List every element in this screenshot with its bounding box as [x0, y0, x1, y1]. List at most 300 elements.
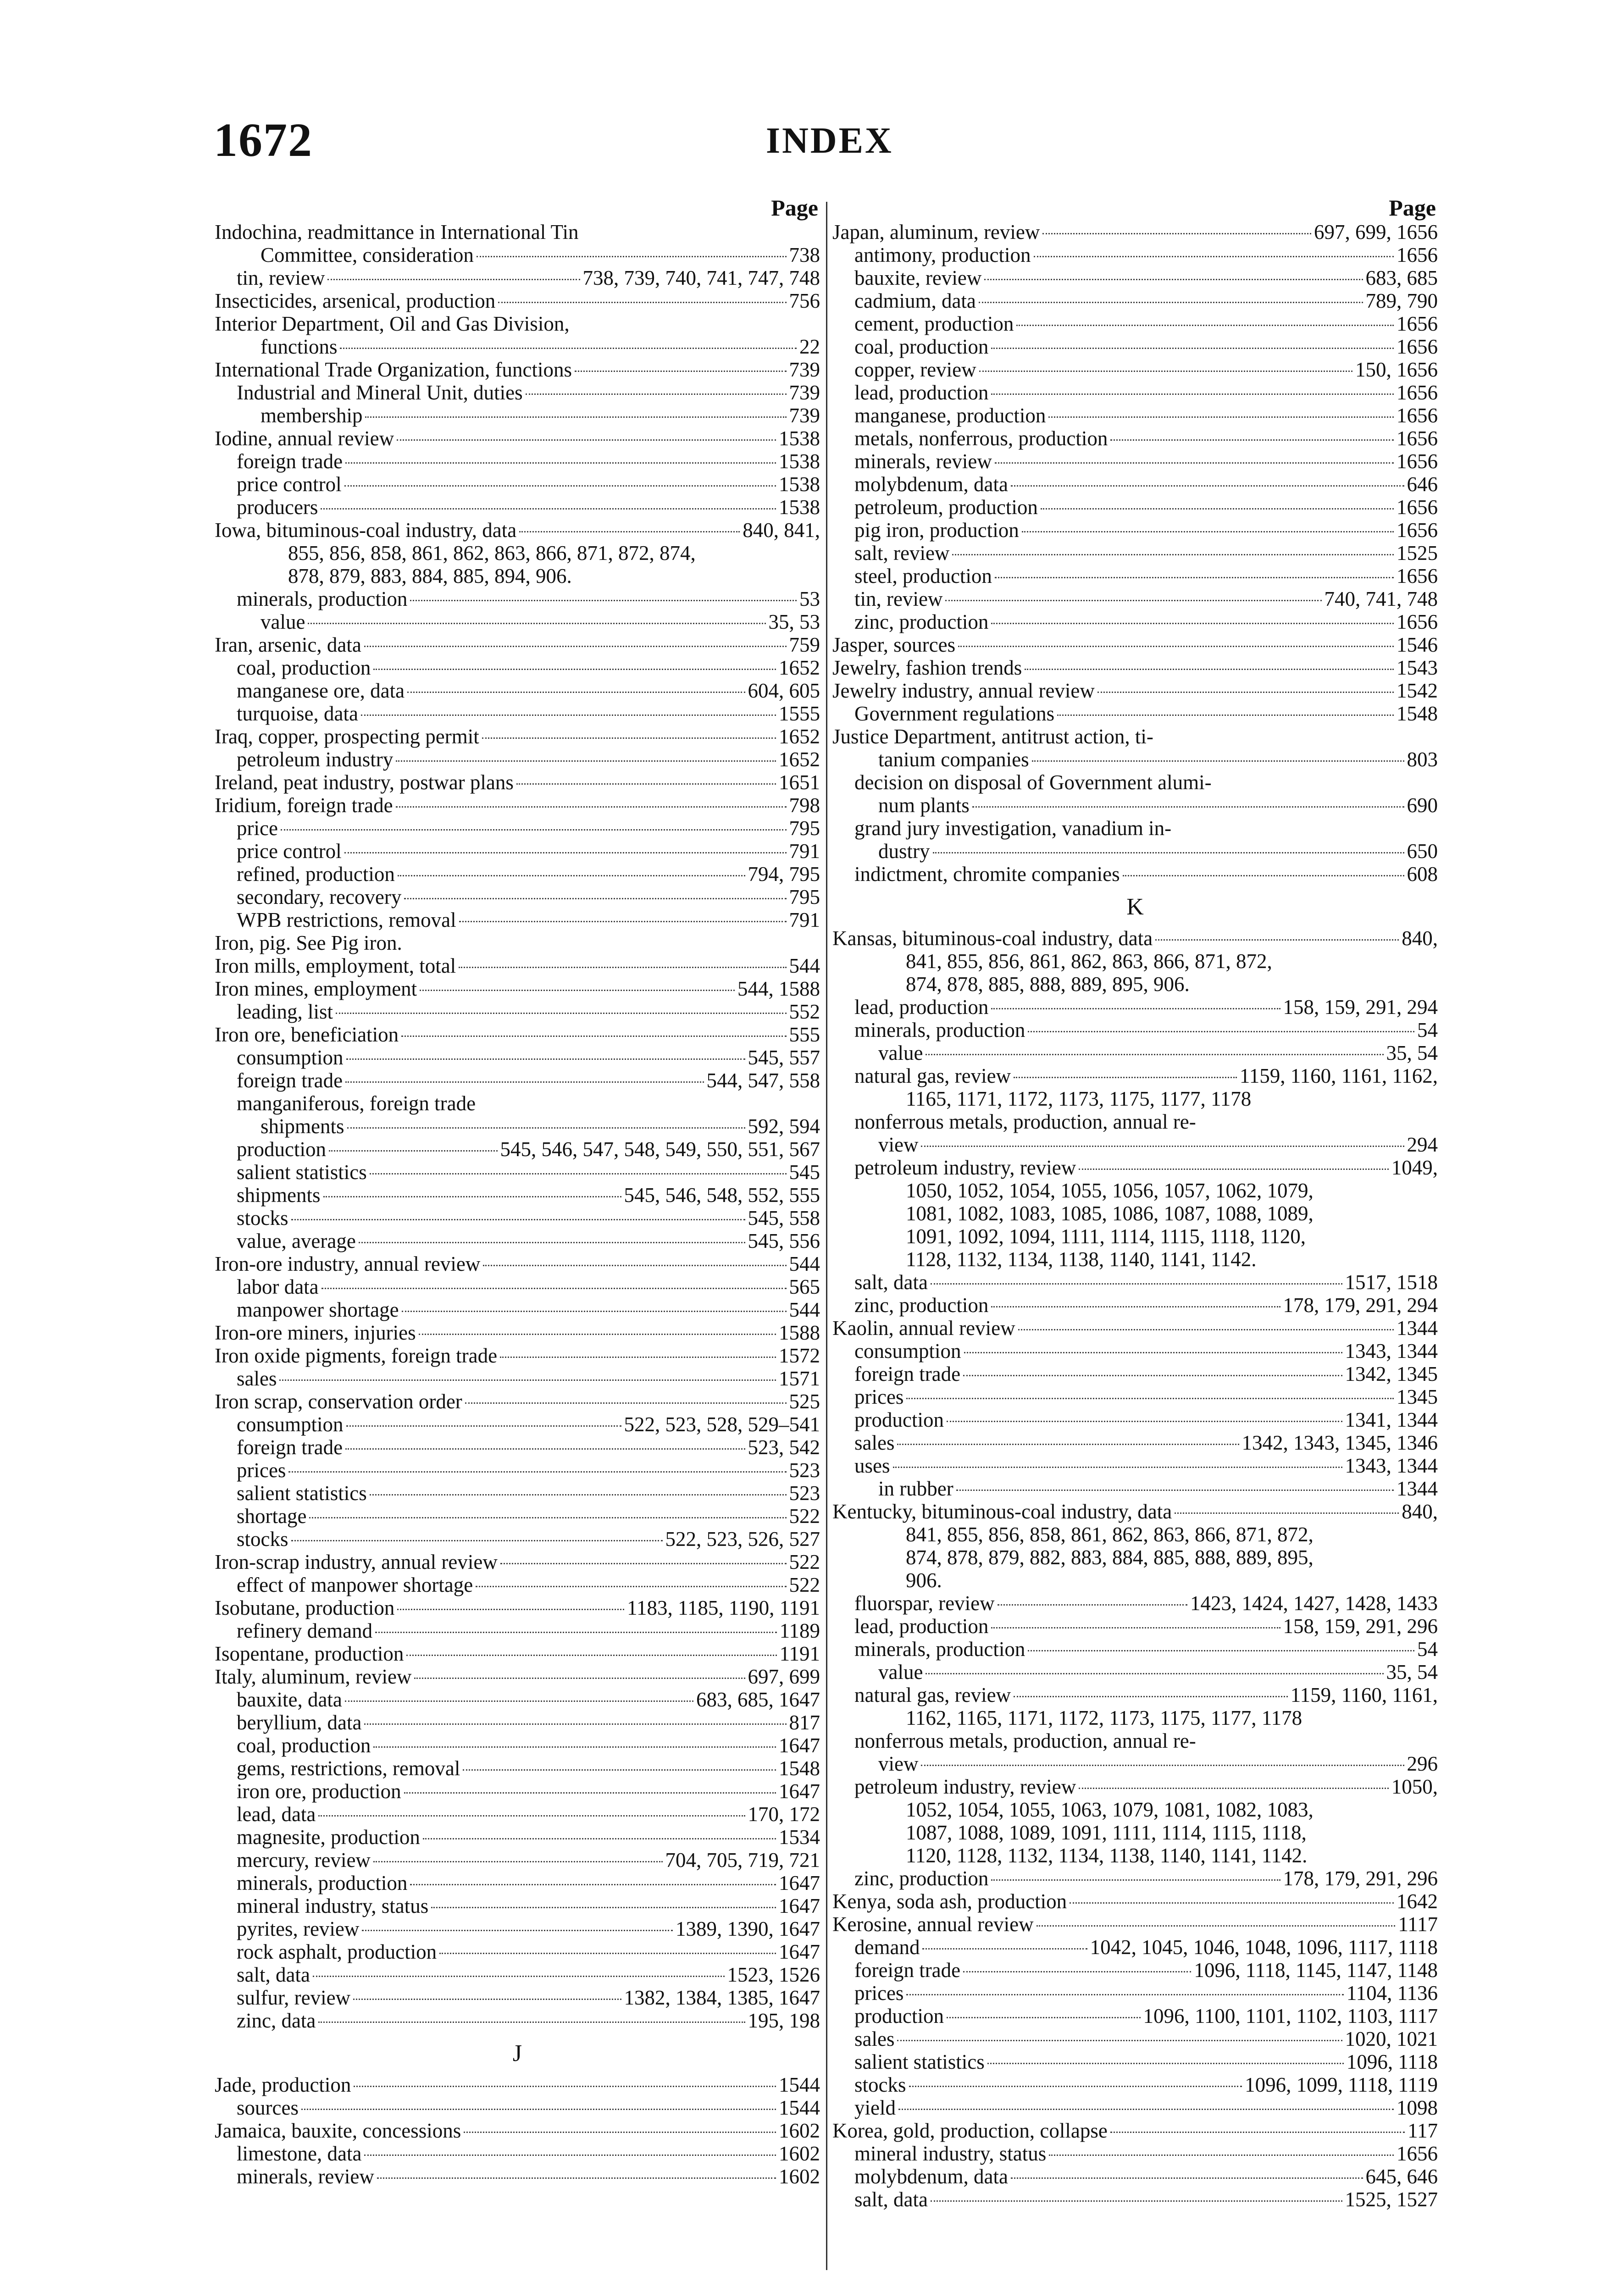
entry-pages: 1382, 1384, 1385, 1647: [624, 1986, 820, 2009]
leader-dots: [318, 1815, 745, 1817]
leader-dots: [1123, 875, 1404, 876]
index-entry: [832, 1615, 1438, 1638]
entry-pages: 1656: [1397, 565, 1438, 587]
entry-term: minerals, production: [237, 587, 408, 610]
leader-dots: [396, 806, 787, 808]
entry-term: 1165, 1171, 1172, 1173, 1175, 1177, 1178: [906, 1087, 1252, 1110]
index-entry: [832, 519, 1438, 542]
entry-term: coal, production: [237, 656, 371, 679]
leader-dots: [401, 1036, 786, 1037]
entry-term: Kaolin, annual review: [832, 1317, 1015, 1340]
leader-dots: [340, 348, 797, 349]
entry-term: sales: [854, 1431, 895, 1454]
entry-pages: 158, 159, 291, 296: [1283, 1615, 1438, 1638]
entry-pages: 1342, 1343, 1345, 1346: [1242, 1431, 1438, 1454]
index-entry: [215, 863, 820, 886]
leader-dots: [327, 279, 580, 280]
entry-pages: 544: [789, 1252, 820, 1275]
leader-dots: [344, 485, 776, 487]
entry-pages: 1096, 1118, 1145, 1147, 1148: [1194, 1959, 1438, 1982]
entry-pages: 1517, 1518: [1345, 1271, 1438, 1294]
entry-term: Kerosine, annual review: [832, 1913, 1034, 1936]
entry-term: Government regulations: [854, 702, 1055, 725]
leader-dots: [500, 1563, 787, 1564]
entry-term: stocks: [237, 1528, 288, 1551]
index-entry: [832, 1890, 1438, 1913]
leader-dots: [370, 1173, 787, 1174]
entry-term: nonferrous metals, production, annual re-: [854, 1729, 1196, 1752]
index-continuation-line: [215, 542, 820, 565]
entry-term: Japan, aluminum, review: [832, 221, 1040, 244]
entry-pages: 1341, 1344: [1345, 1408, 1438, 1431]
leader-dots: [397, 1609, 624, 1610]
entry-pages: 1050,: [1391, 1775, 1438, 1798]
entry-term: lead, production: [854, 996, 989, 1019]
leader-dots: [281, 829, 787, 831]
entry-pages: 1538: [779, 427, 820, 450]
entry-term: lead, data: [237, 1803, 316, 1826]
leader-dots: [931, 1283, 1342, 1285]
index-entry: [832, 1431, 1438, 1454]
entry-term: production: [237, 1138, 326, 1161]
entry-term: minerals, production: [854, 1019, 1025, 1041]
entry-pages: 646: [1407, 473, 1438, 496]
entry-term: prices: [854, 1982, 904, 2005]
index-entry: [832, 1019, 1438, 1041]
leader-dots: [906, 1994, 1343, 1995]
index-entry: [215, 1367, 820, 1390]
entry-pages: 1546: [1397, 633, 1438, 656]
entry-term: Iron oxide pigments, foreign trade: [215, 1344, 498, 1367]
index-entry: [832, 1271, 1438, 1294]
index-entry: [832, 2188, 1438, 2211]
index-entry: [215, 1230, 820, 1252]
index-entry: [832, 1661, 1438, 1684]
entry-term: 1050, 1052, 1054, 1055, 1056, 1057, 1062, 1079,: [906, 1179, 1314, 1202]
leader-dots: [364, 1723, 786, 1725]
entry-term: Kentucky, bituminous-coal industry, data: [832, 1500, 1172, 1523]
leader-dots: [410, 600, 797, 601]
index-entry: [215, 381, 820, 404]
index-entry: [832, 1638, 1438, 1661]
entry-term: Korea, gold, production, collapse: [832, 2119, 1108, 2142]
entry-pages: 1602: [779, 2142, 820, 2165]
entry-term: WPB restrictions, removal: [237, 908, 456, 931]
entry-pages: 545, 546, 547, 548, 549, 550, 551, 567: [500, 1138, 820, 1161]
index-entry: [832, 1133, 1438, 1156]
leader-dots: [947, 1421, 1342, 1422]
leader-dots: [359, 1242, 745, 1243]
leader-dots: [346, 1058, 745, 1060]
index-entry: [215, 473, 820, 496]
entry-pages: 697, 699, 1656: [1314, 221, 1438, 244]
leader-dots: [414, 1678, 745, 1679]
leader-dots: [1110, 439, 1394, 441]
entry-term: minerals, production: [237, 1872, 408, 1894]
leader-dots: [1049, 2155, 1394, 2156]
index-continuation-line: [832, 1225, 1438, 1248]
index-entry: [832, 927, 1438, 950]
leader-dots: [397, 439, 776, 441]
index-entry: [832, 1752, 1438, 1775]
entry-pages: 704, 705, 719, 721: [665, 1849, 820, 1872]
index-entry: [215, 1023, 820, 1046]
index-entry: [215, 1161, 820, 1184]
entry-pages: 195, 198: [748, 2009, 820, 2032]
entry-pages: 1096, 1099, 1118, 1119: [1245, 2073, 1438, 2096]
leader-dots: [1079, 1788, 1389, 1789]
index-entry: [832, 725, 1438, 748]
entry-term: Iridium, foreign trade: [215, 794, 393, 817]
leader-dots: [991, 1306, 1280, 1307]
entry-term: zinc, production: [854, 1867, 989, 1890]
entry-pages: 1647: [779, 1940, 820, 1963]
entry-term: stocks: [854, 2073, 906, 2096]
index-entry: [832, 2142, 1438, 2165]
entry-term: minerals, review: [237, 2165, 374, 2188]
entry-term: Iron-ore industry, annual review: [215, 1252, 481, 1275]
leader-dots: [952, 554, 1394, 555]
entry-pages: 1389, 1390, 1647: [676, 1917, 820, 1940]
index-entry: [832, 450, 1438, 473]
entry-term: value: [878, 1041, 923, 1064]
leader-dots: [459, 921, 787, 922]
entry-pages: 545, 546, 548, 552, 555: [624, 1184, 820, 1207]
index-entry: [215, 1505, 820, 1528]
entry-term: num plants: [878, 794, 970, 817]
entry-pages: 522: [789, 1505, 820, 1528]
entry-pages: 650: [1407, 840, 1438, 863]
entry-term: stocks: [237, 1207, 288, 1230]
index-entry: [215, 1069, 820, 1092]
entry-pages: 817: [789, 1711, 820, 1734]
entry-term: International Trade Organization, functions: [215, 358, 572, 381]
leader-dots: [926, 1054, 1383, 1055]
entry-pages: 170, 172: [748, 1803, 820, 1826]
leader-dots: [439, 1953, 776, 1954]
left-column: [215, 195, 820, 2188]
entry-term: prices: [237, 1459, 286, 1482]
entry-pages: 1183, 1185, 1190, 1191: [627, 1596, 820, 1619]
entry-pages: 592, 594: [748, 1115, 820, 1138]
index-entry: [832, 404, 1438, 427]
leader-dots: [288, 1471, 786, 1473]
index-entry: [832, 817, 1438, 840]
index-entry: [832, 1363, 1438, 1385]
entry-term: Jasper, sources: [832, 633, 956, 656]
leader-dots: [979, 302, 1363, 303]
leader-dots: [396, 760, 776, 762]
index-entry: [832, 702, 1438, 725]
index-entry: [832, 1340, 1438, 1363]
index-entry: [832, 312, 1438, 335]
entry-term: Italy, aluminum, review: [215, 1665, 412, 1688]
index-continuation-line: [215, 565, 820, 587]
leader-dots: [345, 1700, 693, 1702]
leader-dots: [972, 806, 1404, 808]
entry-pages: 1344: [1397, 1477, 1438, 1500]
leader-dots: [482, 737, 776, 739]
entry-term: production: [854, 2005, 944, 2027]
index-entry: [215, 1207, 820, 1230]
entry-pages: 1572: [779, 1344, 820, 1367]
leader-dots: [991, 393, 1394, 395]
entry-pages: 1538: [779, 450, 820, 473]
index-entry: [215, 1711, 820, 1734]
leader-dots: [945, 600, 1321, 601]
index-entry: [215, 2119, 820, 2142]
leader-dots: [465, 1402, 787, 1404]
index-entry: [215, 931, 820, 954]
index-entry: [832, 2096, 1438, 2119]
entry-pages: 1525: [1397, 542, 1438, 565]
entry-pages: 54: [1417, 1019, 1438, 1041]
index-entry: [215, 1482, 820, 1505]
entry-pages: 1647: [779, 1734, 820, 1757]
entry-pages: 756: [789, 289, 820, 312]
entry-pages: 1096, 1118: [1346, 2050, 1438, 2073]
entry-pages: 795: [789, 886, 820, 908]
entry-pages: 1656: [1397, 496, 1438, 519]
entry-pages: 1534: [779, 1826, 820, 1849]
entry-term: price: [237, 817, 278, 840]
entry-term: 841, 855, 856, 858, 861, 862, 863, 866, 871, 872,: [906, 1523, 1314, 1546]
entry-term: zinc, data: [237, 2009, 316, 2032]
leader-dots: [354, 2086, 776, 2087]
index-continuation-line: [832, 973, 1438, 996]
index-entry: [832, 748, 1438, 771]
entry-pages: 1548: [1397, 702, 1438, 725]
entry-term: natural gas, review: [854, 1684, 1011, 1706]
entry-pages: 1571: [779, 1367, 820, 1390]
entry-pages: 604, 605: [748, 679, 820, 702]
index-entry: [832, 863, 1438, 886]
leader-dots: [963, 1971, 1191, 1972]
leader-dots: [313, 1976, 725, 1977]
index-entry: [832, 244, 1438, 266]
index-entry: [832, 587, 1438, 610]
leader-dots: [419, 1334, 776, 1335]
entry-term: sources: [237, 2096, 299, 2119]
entry-pages: 840,: [1402, 1500, 1438, 1523]
leader-dots: [991, 348, 1394, 349]
entry-term: 1128, 1132, 1134, 1138, 1140, 1141, 1142.: [906, 1248, 1257, 1271]
entry-term: antimony, production: [854, 244, 1031, 266]
leader-dots: [477, 256, 787, 257]
entry-pages: 1656: [1397, 2142, 1438, 2165]
index-entry: [215, 1780, 820, 1803]
index-continuation-line: [832, 1706, 1438, 1729]
index-entry: [215, 221, 820, 244]
index-entry: [215, 610, 820, 633]
index-entry: [832, 1317, 1438, 1340]
leader-dots: [922, 1948, 1087, 1950]
entry-term: coal, production: [237, 1734, 371, 1757]
leader-dots: [1014, 1696, 1288, 1697]
entry-pages: 523: [789, 1482, 820, 1505]
entry-pages: 608: [1407, 863, 1438, 886]
entry-term: minerals, review: [854, 450, 992, 473]
index-entry: [215, 1940, 820, 1963]
entry-pages: 555: [789, 1023, 820, 1046]
leader-dots: [1079, 1169, 1389, 1170]
entry-pages: 794, 795: [748, 863, 820, 886]
entry-term: 1052, 1054, 1055, 1063, 1079, 1081, 1082, 1083,: [906, 1798, 1314, 1821]
index-entry: [832, 1959, 1438, 1982]
leader-dots: [476, 1586, 786, 1587]
entry-term: zinc, production: [854, 610, 989, 633]
right-column: [832, 195, 1438, 2211]
entry-pages: 1117: [1398, 1913, 1438, 1936]
leader-dots: [1011, 2177, 1363, 2179]
entry-term: price control: [237, 840, 342, 863]
entry-term: lead, production: [854, 1615, 989, 1638]
leader-dots: [291, 1540, 663, 1541]
entry-term: metals, nonferrous, production: [854, 427, 1108, 450]
index-entry: [832, 771, 1438, 794]
entry-pages: 739: [789, 381, 820, 404]
leader-dots: [318, 2022, 745, 2023]
entry-term: manganiferous, foreign trade: [237, 1092, 476, 1115]
entry-term: limestone, data: [237, 2142, 362, 2165]
entry-term: Iron ore, beneficiation: [215, 1023, 399, 1046]
entry-term: Iowa, bituminous-coal industry, data: [215, 519, 517, 542]
entry-term: tin, review: [237, 266, 325, 289]
leader-dots: [1018, 1329, 1394, 1330]
entry-pages: 1656: [1397, 312, 1438, 335]
entry-pages: 1588: [779, 1321, 820, 1344]
entry-term: manpower shortage: [237, 1298, 399, 1321]
entry-pages: 1523, 1526: [727, 1963, 820, 1986]
leader-dots: [1032, 760, 1404, 762]
index-entry: [832, 381, 1438, 404]
index-entry: [832, 2050, 1438, 2073]
index-entry: [215, 2142, 820, 2165]
entry-term: sulfur, review: [237, 1986, 351, 2009]
entry-pages: 35, 54: [1386, 1661, 1438, 1684]
entry-term: view: [878, 1133, 919, 1156]
leader-dots: [958, 646, 1394, 647]
entry-term: mercury, review: [237, 1849, 371, 1872]
index-entry: [215, 1826, 820, 1849]
leader-dots: [1036, 1925, 1396, 1927]
entry-pages: 1602: [779, 2165, 820, 2188]
leader-dots: [991, 1008, 1280, 1009]
entry-pages: 1656: [1397, 335, 1438, 358]
entry-pages: 789, 790: [1365, 289, 1438, 312]
index-entry: [832, 2165, 1438, 2188]
index-entry: [215, 725, 820, 748]
leader-dots: [370, 1494, 787, 1495]
entry-term: Justice Department, antitrust action, ti-: [832, 725, 1153, 748]
index-entry: [832, 289, 1438, 312]
entry-term: membership: [261, 404, 363, 427]
entry-term: Iodine, annual review: [215, 427, 394, 450]
entry-term: Interior Department, Oil and Gas Division,: [215, 312, 570, 335]
index-continuation-line: [832, 1248, 1438, 1271]
entry-pages: 697, 699: [748, 1665, 820, 1688]
leader-dots: [406, 1655, 776, 1656]
entry-term: foreign trade: [854, 1959, 961, 1982]
leader-dots: [301, 2109, 776, 2110]
entry-term: 906.: [906, 1569, 942, 1592]
leader-dots: [947, 2017, 1141, 2018]
entry-pages: 178, 179, 291, 294: [1283, 1294, 1438, 1317]
leader-dots: [347, 1127, 745, 1129]
index-entry: [215, 1551, 820, 1573]
entry-term: refinery demand: [237, 1619, 373, 1642]
entry-pages: 523: [789, 1459, 820, 1482]
entry-pages: 178, 179, 291, 296: [1283, 1867, 1438, 1890]
leader-dots: [353, 1999, 621, 2000]
entry-term: molybdenum, data: [854, 473, 1008, 496]
index-entry: [215, 1596, 820, 1619]
index-entry: [832, 2073, 1438, 2096]
entry-term: Ireland, peat industry, postwar plans: [215, 771, 514, 794]
entry-term: foreign trade: [854, 1363, 961, 1385]
leader-dots: [956, 1490, 1394, 1491]
index-entry: [832, 1729, 1438, 1752]
leader-dots: [921, 1765, 1404, 1766]
index-entry: [215, 1894, 820, 1917]
index-entry: [832, 358, 1438, 381]
entry-term: Iraq, copper, prospecting permit: [215, 725, 479, 748]
entry-term: minerals, production: [854, 1638, 1025, 1661]
entry-term: Jewelry, fashion trends: [832, 656, 1022, 679]
index-continuation-line: [832, 1523, 1438, 1546]
entry-pages: 35, 53: [768, 610, 820, 633]
leader-dots: [1155, 939, 1399, 941]
index-entry: [215, 1734, 820, 1757]
entry-term: Jamaica, bauxite, concessions: [215, 2119, 461, 2142]
leader-dots: [991, 623, 1394, 624]
leader-dots: [321, 1288, 787, 1289]
entry-term: demand: [854, 1936, 920, 1959]
index-entry: [215, 702, 820, 725]
entry-pages: 1652: [779, 725, 820, 748]
entry-pages: 544: [789, 954, 820, 977]
entry-term: Iron-ore miners, injuries: [215, 1321, 416, 1344]
index-entry: [215, 1849, 820, 1872]
leader-dots: [464, 2132, 776, 2133]
entry-pages: 54: [1417, 1638, 1438, 1661]
index-continuation-line: [832, 1844, 1438, 1867]
entry-term: petroleum industry, review: [854, 1775, 1076, 1798]
entry-term: 1087, 1088, 1089, 1091, 1111, 1114, 1115, 1118,: [906, 1821, 1307, 1844]
entry-pages: 1544: [779, 2073, 820, 2096]
index-continuation-line: [832, 1798, 1438, 1821]
leader-dots: [398, 875, 745, 876]
index-continuation-line: [832, 1821, 1438, 1844]
entry-pages: 791: [789, 840, 820, 863]
entry-term: refined, production: [237, 863, 395, 886]
index-entry: [215, 633, 820, 656]
index-entry: [832, 1454, 1438, 1477]
entry-term: decision on disposal of Government alumi-: [854, 771, 1212, 794]
entry-term: Kansas, bituminous-coal industry, data: [832, 927, 1153, 950]
section-letter: J: [512, 2040, 522, 2066]
index-entry: [832, 1913, 1438, 1936]
entry-term: fluorspar, review: [854, 1592, 995, 1615]
leader-dots: [375, 1632, 777, 1633]
entry-pages: 1651: [779, 771, 820, 794]
entry-pages: 840, 841,: [743, 519, 820, 542]
leader-dots: [995, 577, 1394, 578]
leader-dots: [898, 2109, 1394, 2110]
entry-term: pyrites, review: [237, 1917, 360, 1940]
index-entry: [215, 977, 820, 1000]
entry-pages: 645, 646: [1365, 2165, 1438, 2188]
